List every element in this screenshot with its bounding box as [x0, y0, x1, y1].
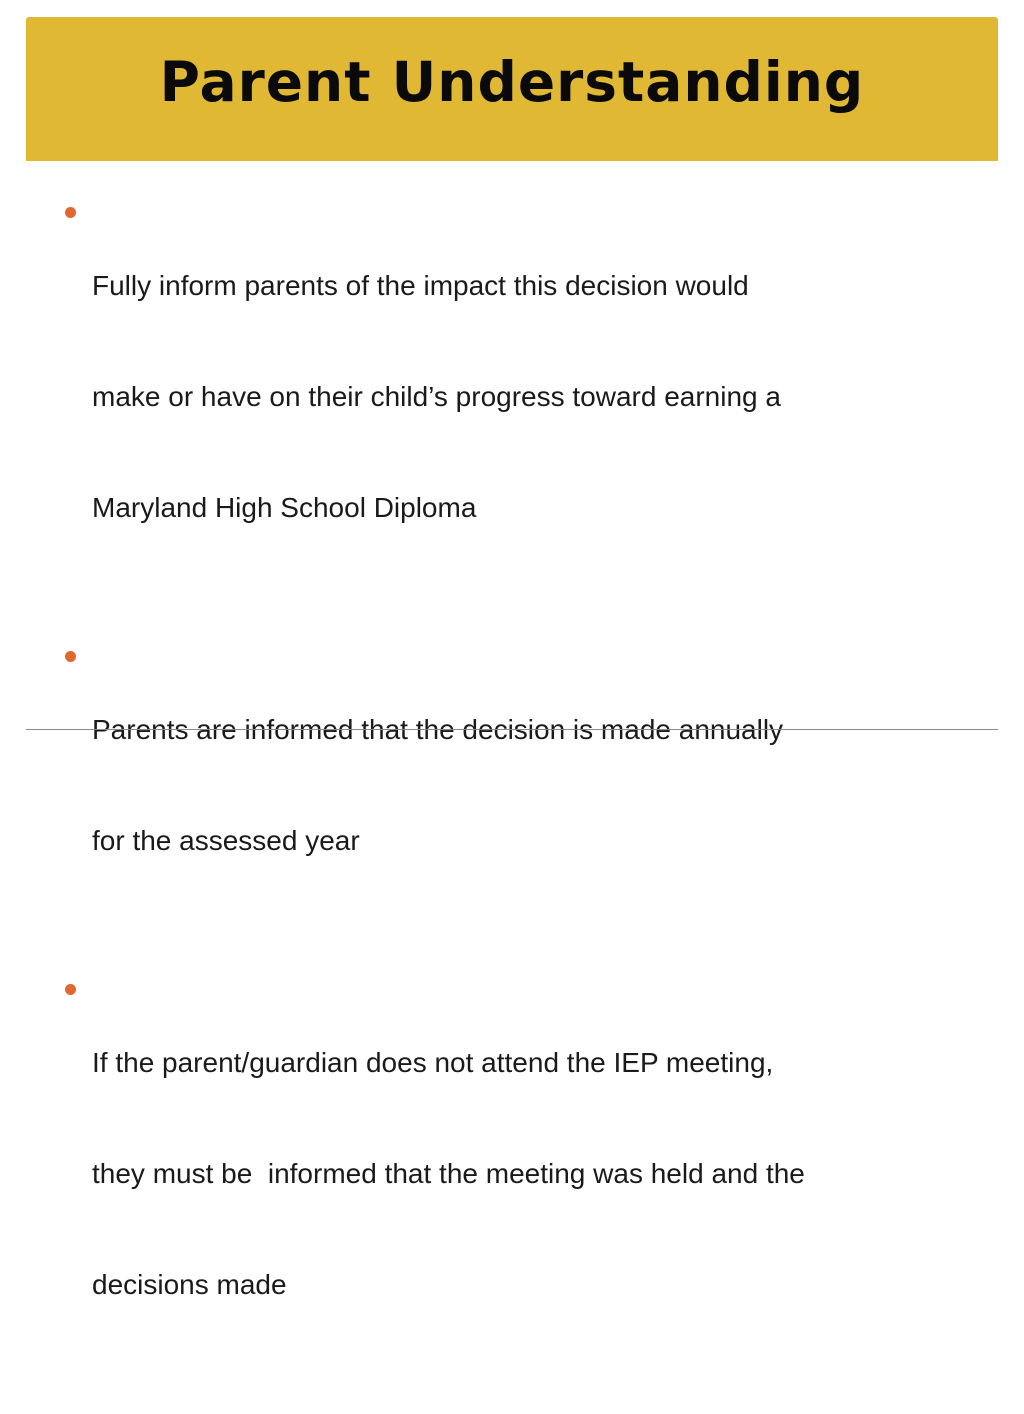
bullet-text — [92, 637, 992, 933]
bullet-text — [92, 970, 992, 1377]
footer-divider — [26, 729, 998, 730]
bullet-dot-icon — [65, 207, 76, 218]
bullet-line: make or have on their child’s progress toward earning a — [92, 381, 781, 412]
bullet-line: If the parent/guardian does not attend the IEP meeting, — [92, 1047, 774, 1078]
bullet-line: Fully inform parents of the impact this decision would — [92, 270, 749, 301]
bullet-text — [92, 193, 992, 600]
bullet-list — [62, 193, 992, 1377]
bullet-line: decisions made — [92, 1269, 287, 1300]
bullet-line: Parents are informed that the decision is made annually — [92, 714, 784, 745]
slide-title: Parent Understanding — [159, 50, 865, 114]
bullet-line: they must be informed that the meeting was held and the — [92, 1158, 805, 1189]
title-bar — [26, 17, 998, 161]
bullet-dot-icon — [65, 651, 76, 662]
bullet-item — [62, 193, 992, 600]
bullet-item — [62, 637, 992, 933]
bullet-item — [62, 970, 992, 1377]
bullet-line: Maryland High School Diploma — [92, 492, 477, 523]
bullet-dot-icon — [65, 984, 76, 995]
slide-content — [62, 193, 992, 1414]
bullet-line: for the assessed year — [92, 825, 360, 856]
